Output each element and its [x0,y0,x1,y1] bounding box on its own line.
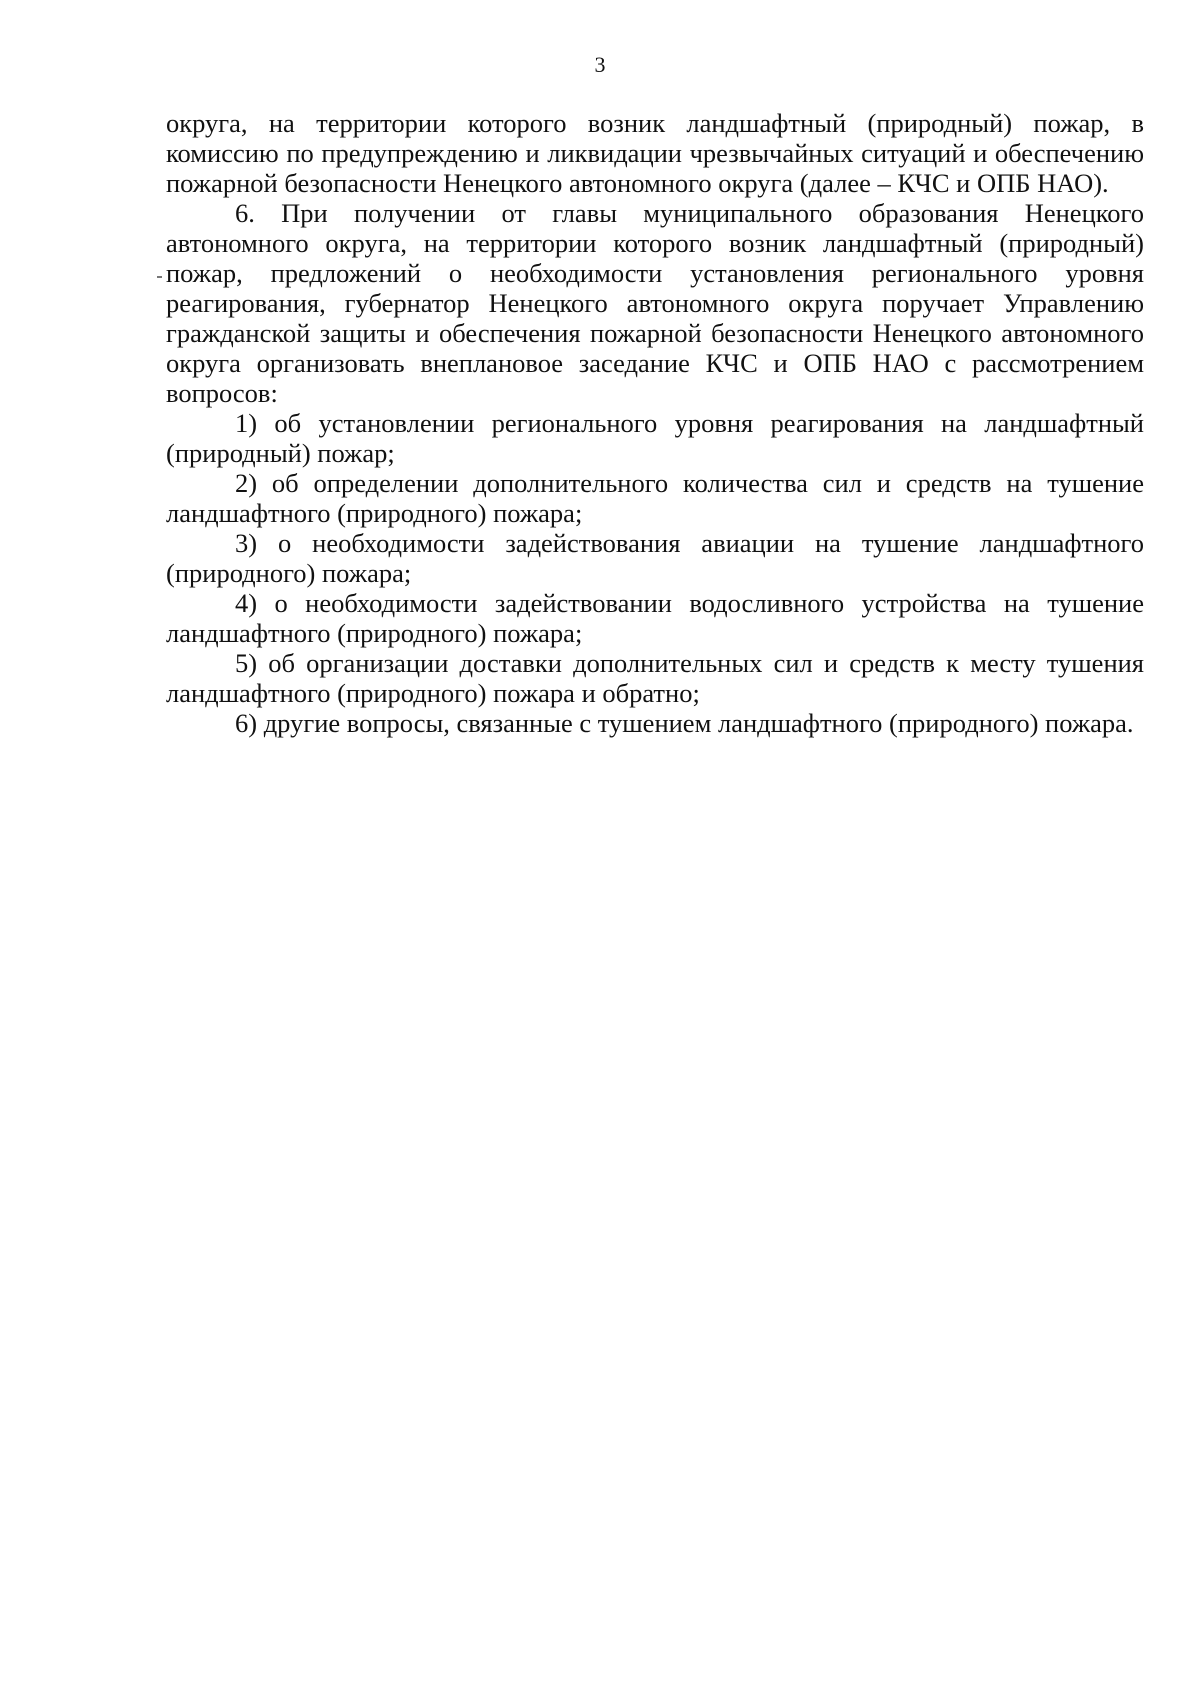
paragraph-continuation: округа, на территории которого возник ландшафтный (природный) пожар, в комиссию по предупреждению и ликвидации чрезвычайных ситуаций и обеспечению пожарной безопасности Ненецкого автономного округа (далее – КЧС и ОПБ НАО). [166,108,1144,198]
page-number: 3 [594,52,606,77]
paragraph-item-6: 6. При получении от главы муниципального образования Ненецкого автономного округа, на территории которого возник ландшафтный (природный) пожар, предложений о необходимости установления регионального уровня реагирования, губернатор Ненецкого автономного округа поручает Управлению гражданской защиты и обеспечения пожарной безопасности Ненецкого автономного округа организовать внеплановое заседание КЧС и ОПБ НАО с рассмотрением вопросов: [166,198,1144,408]
list-item-3: 3) о необходимости задействования авиации на тушение ландшафтного (природного) пожара; [166,528,1144,588]
scan-artifact-mark [157,276,162,278]
list-item-5: 5) об организации доставки дополнительных сил и средств к месту тушения ландшафтного (природного) пожара и обратно; [166,648,1144,708]
list-item-4: 4) о необходимости задействовании водосливного устройства на тушение ландшафтного (природного) пожара; [166,588,1144,648]
document-body [166,108,1144,738]
list-item-6: 6) другие вопросы, связанные с тушением ландшафтного (природного) пожара. [235,708,1134,738]
list-item-2: 2) об определении дополнительного количества сил и средств на тушение ландшафтного (природного) пожара; [166,468,1144,528]
list-item-1: 1) об установлении регионального уровня реагирования на ландшафтный (природный) пожар; [166,408,1144,468]
